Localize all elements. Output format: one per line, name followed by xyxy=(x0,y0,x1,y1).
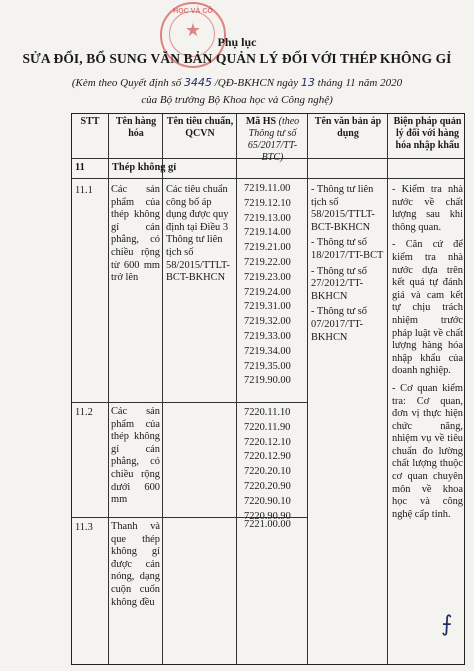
hs-code: 7219.35.00 xyxy=(244,360,291,372)
hs-code: 7219.22.00 xyxy=(244,256,291,268)
hs-code: 7219.12.10 xyxy=(244,197,291,209)
hs-code: 7219.32.00 xyxy=(244,316,291,328)
header-document: Tên văn bản áp dụng xyxy=(314,116,382,139)
hs-code-list xyxy=(244,182,306,389)
subtitle-post: tháng 11 năm 2020 xyxy=(314,77,403,89)
row-product-name: Các sản phẩm của thép không gỉ cán phẳng, có chiều rộng từ 600 mm trở lên xyxy=(111,184,160,284)
document-item: - Thông tư liên tịch số 58/2015/TTLT-BCT-BKHCN xyxy=(311,184,375,233)
hs-code: 7220.12.10 xyxy=(244,436,291,448)
header-hs-code xyxy=(238,116,307,164)
hs-code: 7219.11.00 xyxy=(244,183,291,194)
hs-code: 7220.11.90 xyxy=(244,421,291,433)
hs-code: 7220.90.90 xyxy=(244,510,291,522)
measure-item: - Cơ quan kiểm tra: Cơ quan, đơn vị thực hiện chức năng, nhiệm vụ về tiêu chuẩn đo lường chất lượng thuộc cơ quan chuyên môn về khoa học và công nghệ cấp tỉnh. xyxy=(392,382,463,520)
hs-code: 7221.00.00 xyxy=(244,519,291,530)
document-subtitle xyxy=(0,74,474,109)
header-measure: Biện pháp quản lý đối với hàng hóa nhập khẩu xyxy=(393,116,462,151)
header-standard: Tên tiêu chuẩn, QCVN xyxy=(166,116,234,139)
hs-code-list xyxy=(244,518,306,533)
seal-text: HỌC VÀ CÔ xyxy=(173,8,213,15)
row-stt: 11.1 xyxy=(75,185,93,196)
standard-cell: Các tiêu chuẩn công bố áp dụng được quy định tại Điều 3 Thông tư liên tịch số 58/2015/TTLT-BCT-BKHCN xyxy=(166,184,230,284)
document-item: - Thông tư số 27/2012/TT-BKHCN xyxy=(311,265,367,302)
hs-code: 7219.14.00 xyxy=(244,227,291,239)
decision-day: 13 xyxy=(300,76,315,89)
document-item: - Thông tư số 18/2017/TT-BCT xyxy=(311,237,384,261)
hs-code: 7219.24.00 xyxy=(244,286,291,298)
hs-code-list xyxy=(244,406,306,524)
subtitle-prefix: (Kèm theo Quyết định số xyxy=(71,77,184,89)
subtitle-mid: /QĐ-BKHCN ngày xyxy=(212,77,301,89)
appendix-title: Phụ lục xyxy=(217,35,257,49)
header-stt: STT xyxy=(80,116,100,127)
regulation-table xyxy=(71,113,465,665)
col-divider xyxy=(307,114,308,664)
decision-number: 3445 xyxy=(184,76,212,89)
document-title: SỬA ĐỔI, BỔ SUNG VĂN BẢN QUẢN LÝ ĐỐI VỚI THÉP KHÔNG GỈ xyxy=(22,51,452,66)
header-hs-code-label: Mã HS xyxy=(245,116,277,127)
measure-item: - Căn cứ để kiểm tra nhà nước dựa trên kết quả tự đánh giá và cam kết tự chịu trách nhiệm trước pháp luật về chất lượng hàng hóa nhập khẩu của doanh nghiệp. xyxy=(392,239,463,377)
subtitle-line2: của Bộ trưởng Bộ Khoa học và Công nghệ) xyxy=(141,94,333,106)
initial-mark: ⨍ xyxy=(441,612,453,637)
star-icon: ★ xyxy=(184,20,202,40)
header-product-name: Tên hàng hóa xyxy=(115,116,157,139)
hs-code: 7220.90.10 xyxy=(244,495,291,507)
hs-code: 7219.33.00 xyxy=(244,330,291,342)
hs-code: 7219.34.00 xyxy=(244,345,291,357)
row-product-name: Thanh và que thép không gỉ được cán nóng, dạng cuộn cuốn không đều xyxy=(111,521,160,608)
row-product-name: Các sản phẩm của thép không gỉ cán phẳng, có chiều rộng dưới 600 mm xyxy=(111,406,160,506)
hs-code: 7219.90.00 xyxy=(244,375,291,387)
col-divider xyxy=(387,114,388,664)
hs-code: 7219.23.00 xyxy=(244,271,291,283)
col-divider xyxy=(108,114,109,664)
hs-code: 7219.31.00 xyxy=(244,301,291,313)
col-divider xyxy=(236,114,237,664)
document-list xyxy=(311,184,385,344)
hs-code: 7219.13.00 xyxy=(244,212,291,224)
col-divider xyxy=(162,114,163,664)
hs-code: 7220.20.10 xyxy=(244,466,291,478)
header-hs-code-note: (theo Thông tư số 65/2017/TT-BTC) xyxy=(247,116,300,163)
measure-item: - Kiểm tra nhà nước về chất lượng sau khi thông quan. xyxy=(392,184,463,233)
group-divider xyxy=(72,178,464,179)
document-item: - Thông tư số 07/2017/TT-BKHCN xyxy=(311,306,367,343)
group-stt: 11 xyxy=(75,162,85,173)
row-stt: 11.3 xyxy=(75,522,93,533)
row-stt: 11.2 xyxy=(75,407,93,418)
hs-code: 7219.21.00 xyxy=(244,242,291,254)
hs-code: 7220.20.90 xyxy=(244,480,291,492)
row-divider xyxy=(72,402,308,403)
measure-list xyxy=(392,184,463,521)
hs-code: 7220.11.10 xyxy=(244,407,291,418)
group-name: Thép không gỉ xyxy=(112,162,177,173)
hs-code: 7220.12.90 xyxy=(244,451,291,463)
